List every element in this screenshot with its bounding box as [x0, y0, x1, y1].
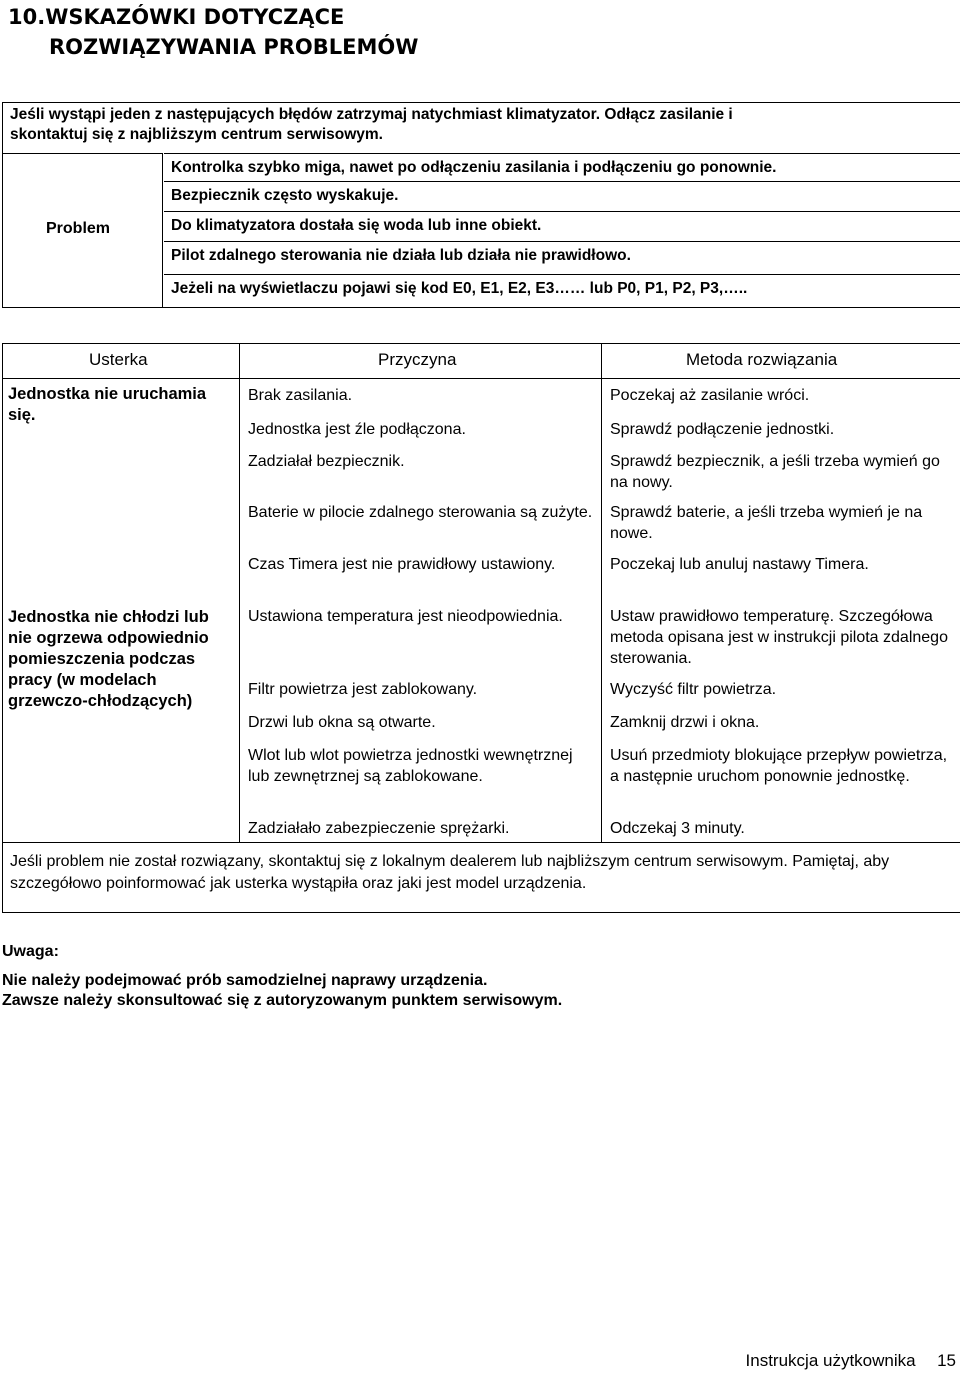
manual-name: Instrukcja użytkownika [745, 1351, 916, 1370]
cause-cell: Baterie w pilocie zdalnego sterowania są zużyte. [248, 504, 593, 521]
problem-item: Kontrolka szybko miga, nawet po odłączeniu zasilania i podłączeniu go ponownie. [164, 153, 960, 181]
symptom-no-start: Jednostka nie uruchamia się. [8, 385, 207, 424]
column-divider [601, 344, 602, 842]
note-line2: Zawsze należy skonsultować się z autoryzowanym punktem serwisowym. [2, 992, 563, 1009]
cause-cell: Ustawiona temperatura jest nieodpowiednia. [248, 608, 563, 625]
note-line1: Nie należy podejmować prób samodzielnej naprawy urządzenia. [2, 972, 488, 989]
solution-cell: Odczekaj 3 minuty. [610, 820, 745, 837]
cause-cell: Zadziałało zabezpieczenie sprężarki. [248, 820, 510, 837]
problem-item: Jeżeli na wyświetlaczu pojawi się kod E0, E1, E2, E3…… lub P0, P1, P2, P3,….. [164, 274, 960, 308]
problem-item: Bezpiecznik często wyskakuje. [164, 181, 960, 211]
solution-cell: Sprawdź bezpiecznik, a jeśli trzeba wymień go na nowy. [610, 453, 940, 491]
solution-cell: Usuń przedmioty blokujące przepływ powietrza, a następnie uruchom ponownie jednostkę. [610, 747, 948, 785]
cause-cell: Drzwi lub okna są otwarte. [248, 714, 436, 731]
solution-cell: Sprawdź podłączenie jednostki. [610, 421, 835, 438]
problem-intro: Jeśli wystąpi jeden z następujących błędów zatrzymaj natychmiast klimatyzator. Odłącz zasilanie i skontaktuj się z najbliższym centrum serwisowym. [10, 106, 733, 143]
solution-cell: Sprawdź baterie, a jeśli trzeba wymień je na nowe. [610, 504, 923, 542]
header-przyczyna: Przyczyna [378, 350, 457, 369]
header-metoda: Metoda rozwiązania [686, 350, 838, 369]
cause-cell: Filtr powietrza jest zablokowany. [248, 681, 478, 698]
header-usterka: Usterka [89, 350, 148, 369]
table-footer-note: Jeśli problem nie został rozwiązany, skontaktuj się z lokalnym dealerem lub najbliższym centrum serwisowym. Pamiętaj, aby szczegółowo poinformować jak usterka wystąpiła oraz jaki jest model urządzenia. [10, 853, 890, 892]
symptom-no-cooling: Jednostka nie chłodzi lub nie ogrzewa odpowiednio pomieszczenia podczas pracy (w modelach grzewczo-chłodzących) [8, 608, 209, 710]
solution-cell: Poczekaj aż zasilanie wróci. [610, 387, 810, 404]
column-divider [239, 344, 240, 842]
solution-cell: Poczekaj lub anuluj nastawy Timera. [610, 556, 869, 573]
problem-label: Problem [46, 220, 111, 237]
section-title-line1: 10.WSKAZÓWKI DOTYCZĄCE [8, 5, 345, 29]
cause-cell: Czas Timera jest nie prawidłowy ustawiony. [248, 556, 556, 573]
problem-box [2, 102, 960, 308]
solution-cell: Zamknij drzwi i okna. [610, 714, 760, 731]
header-divider [3, 378, 960, 379]
problem-item: Pilot zdalnego sterowania nie działa lub działa nie prawidłowo. [164, 241, 960, 274]
cause-cell: Zadziałał bezpiecznik. [248, 453, 405, 470]
section-title-line2: ROZWIĄZYWANIA PROBLEMÓW [49, 35, 419, 59]
page-footer [746, 1351, 956, 1371]
solution-cell: Wyczyść filtr powietrza. [610, 681, 777, 698]
solution-cell: Ustaw prawidłowo temperaturę. Szczegółowa metoda opisana jest w instrukcji pilota zdalnego sterowania. [610, 608, 948, 667]
cause-cell: Brak zasilania. [248, 387, 353, 404]
footer-divider [3, 842, 960, 843]
problem-label-cell [3, 153, 163, 308]
section-title [8, 2, 418, 62]
cause-cell: Jednostka jest źle podłączona. [248, 421, 466, 438]
page-number: 15 [937, 1351, 956, 1370]
troubleshooting-table [2, 343, 960, 913]
note-label: Uwaga: [2, 943, 59, 960]
cause-cell: Wlot lub wlot powietrza jednostki wewnętrznej lub zewnętrznej są zablokowane. [248, 747, 573, 785]
problem-item: Do klimatyzatora dostała się woda lub inne obiekt. [164, 211, 960, 241]
